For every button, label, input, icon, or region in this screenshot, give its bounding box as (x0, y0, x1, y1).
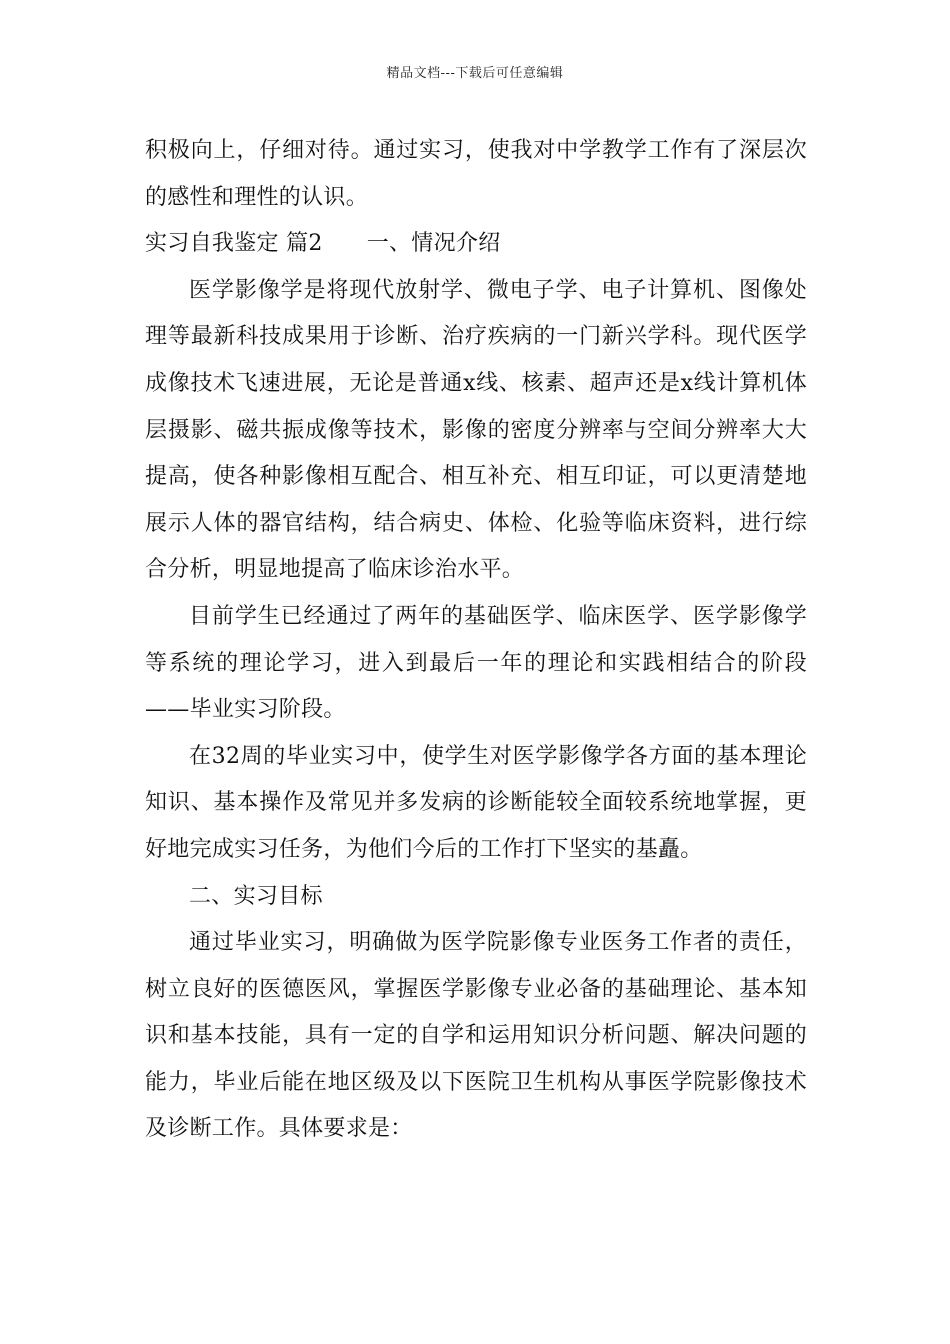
section-title-situation: 一、情况介绍 (366, 231, 501, 257)
paragraph-internship-weeks: 在32周的毕业实习中，使学生对医学影像学各方面的基本理论知识、基本操作及常见并多发病的诊断能较全面较系统地掌握，更好地完成实习任务，为他们今后的工作打下坚实的基矗。 (145, 743, 807, 862)
section-title-goals: 二、实习目标 (189, 883, 323, 909)
paragraph-continuation: 积极向上，仔细对待。通过实习，使我对中学教学工作有了深层次的感性和理性的认识。 (145, 138, 807, 210)
paragraph-intro: 医学影像学是将现代放射学、微电子学、电子计算机、图像处理等最新科技成果用于诊断、治疗疾病的一门新兴学科。现代医学成像技术飞速进展，无论是普通x线、核素、超声还是x线计算机体层摄影、磁共振成像等技术，影像的密度分辨率与空间分辨率大大提高，使各种影像相互配合、相互补充、相互印证，可以更清楚地展示人体的器官结构，结合病史、体检、化验等临床资料，进行综合分析，明显地提高了临床诊治水平。 (145, 277, 807, 583)
document-body (145, 128, 807, 1153)
article-title: 实习自我鉴定 篇2 (145, 231, 323, 257)
paragraph-students-status: 目前学生已经通过了两年的基础医学、临床医学、医学影像学等系统的理论学习，进入到最后一年的理论和实践相结合的阶段——毕业实习阶段。 (145, 603, 807, 723)
section-heading-line (145, 221, 807, 268)
page-header: 精品文档---下载后可任意编辑 (386, 66, 564, 81)
paragraph-goals: 通过毕业实习，明确做为医学院影像专业医务工作者的责任，树立良好的医德医风，掌握医学影像专业必备的基础理论、基本知识和基本技能，具有一定的自学和运用知识分析问题、解决问题的能力，毕业后能在地区级及以下医院卫生机构从事医学院影像技术及诊断工作。具体要求是： (145, 930, 807, 1142)
